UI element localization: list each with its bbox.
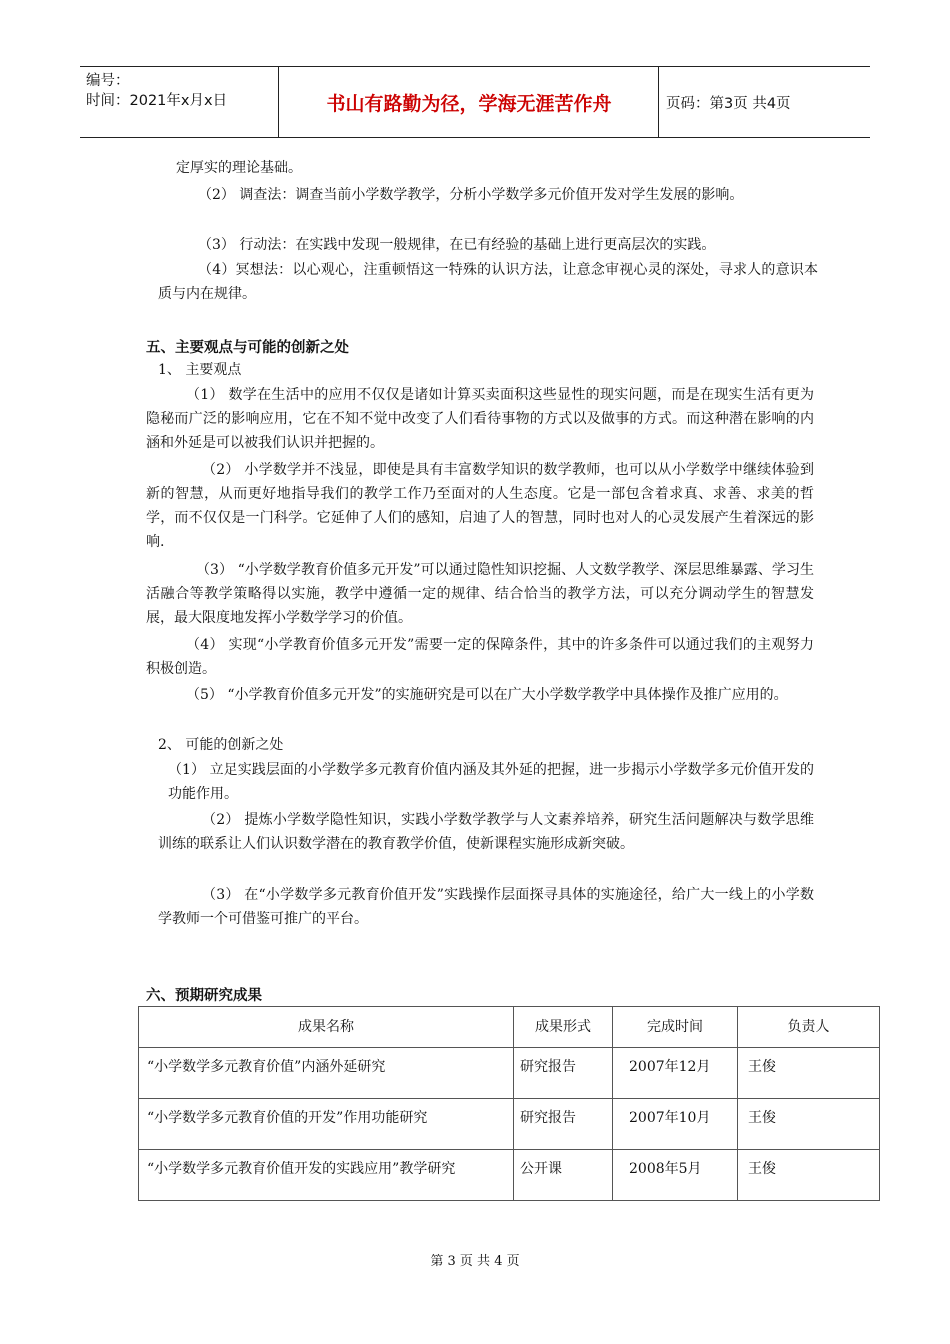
cell-owner: 王俊 bbox=[738, 1048, 880, 1099]
cell-date: 2007年10月 bbox=[613, 1099, 738, 1150]
method-survey: （2） 调查法：调查当前小学数学教学，分析小学数学多元价值开发对学生发展的影响。 bbox=[198, 187, 744, 203]
viewpoint-4: （4） 实现“小学教育价值多元开发”需要一定的保障条件，其中的许多条件可以通过我们的主观努力积极创造。 bbox=[146, 637, 814, 677]
method-meditation: （4）冥想法：以心观心，注重顿悟这一特殊的认识方法，让意念审视心灵的深处，寻求人的意识本质与内在规律。 bbox=[158, 262, 818, 302]
col-header-name: 成果名称 bbox=[139, 1007, 514, 1048]
cell-form: 研究报告 bbox=[514, 1048, 613, 1099]
table-row bbox=[139, 1048, 880, 1099]
cell-owner: 王俊 bbox=[738, 1099, 880, 1150]
serial-label: 编号： bbox=[86, 73, 130, 89]
innovation-1 bbox=[168, 758, 814, 806]
col-header-owner: 负责人 bbox=[738, 1007, 880, 1048]
cell-form: 公开课 bbox=[514, 1150, 613, 1201]
section-5-sub-1: 1、 主要观点 bbox=[158, 362, 242, 378]
col-header-date: 完成时间 bbox=[613, 1007, 738, 1048]
page-header bbox=[80, 66, 870, 138]
viewpoint-2: （2） 小学数学并不浅显，即使是具有丰富数学知识的数学教师，也可以从小学数学中继续体验到新的智慧，从而更好地指导我们的教学工作乃至面对的人生态度。它是一部包含着求真、求善、求美的哲学，而不仅仅是一门科学。它延伸了人们的感知，启迪了人的智慧，同时也对人的心灵发展产生着深远的影响. bbox=[146, 462, 814, 550]
cell-form: 研究报告 bbox=[514, 1099, 613, 1150]
header-motto: 书山有路勤为径，学海无涯苦作舟 bbox=[280, 67, 659, 137]
method-action-text: （3） 行动法：在实践中发现一般规律，在已有经验的基础上进行更高层次的实践。 bbox=[198, 237, 716, 253]
innovation-2: （2） 提炼小学数学隐性知识，实践小学数学教学与人文素养培养，研究生活问题解决与数学思维训练的联系让人们认识数学潜在的教育教学价值，使新课程实施形成新突破。 bbox=[158, 812, 814, 852]
table-header-row bbox=[139, 1007, 880, 1048]
cell-date: 2008年5月 bbox=[613, 1150, 738, 1201]
section-5-title: 五、主要观点与可能的创新之处 bbox=[146, 340, 349, 356]
viewpoint-5: （5） “小学教育价值多元开发”的实施研究是可以在广大小学数学教学中具体操作及推广应用的。 bbox=[186, 687, 788, 703]
innovation-1-text: （1） 立足实践层面的小学数学多元教育价值内涵及其外延的把握，进一步揭示小学数学多元价值开发的功能作用。 bbox=[168, 762, 814, 802]
header-page-label: 页码：第3页 共4页 bbox=[666, 95, 791, 112]
page-footer: 第 3 页 共 4 页 bbox=[430, 1254, 520, 1269]
header-meta bbox=[80, 67, 279, 137]
paragraph-continued: 定厚实的理论基础。 bbox=[176, 160, 302, 176]
cell-owner: 王俊 bbox=[738, 1150, 880, 1201]
cell-date: 2007年12月 bbox=[613, 1048, 738, 1099]
viewpoint-1: （1） 数学在生活中的应用不仅仅是诸如计算买卖面积这些显性的现实问题，而是在现实生活有更为隐秘而广泛的影响应用，它在不知不觉中改变了人们看待事物的方式以及做事的方式。而这种潜在影响的内涵和外延是可以被我们认识并把握的。 bbox=[146, 387, 814, 451]
results-table bbox=[138, 1006, 880, 1201]
cell-name: “小学数学多元教育价值的开发”作用功能研究 bbox=[139, 1099, 514, 1150]
section-5-sub-2: 2、 可能的创新之处 bbox=[158, 737, 284, 753]
section-6-title: 六、预期研究成果 bbox=[146, 988, 262, 1004]
viewpoint-3: （3） “小学数学教育价值多元开发”可以通过隐性知识挖掘、人文数学教学、深层思维暴露、学习生活融合等教学策略得以实施，教学中遵循一定的规律、结合恰当的教学方法，可以充分调动学生的智慧发展，最大限度地发挥小学数学学习的价值。 bbox=[146, 562, 814, 626]
cell-name: “小学数学多元教育价值开发的实践应用”教学研究 bbox=[139, 1150, 514, 1201]
col-header-form: 成果形式 bbox=[514, 1007, 613, 1048]
date-label: 时间：2021年x月x日 bbox=[86, 93, 228, 109]
table-row bbox=[139, 1150, 880, 1201]
table-row bbox=[139, 1099, 880, 1150]
cell-name: “小学数学多元教育价值”内涵外延研究 bbox=[139, 1048, 514, 1099]
innovation-3: （3） 在“小学数学多元教育价值开发”实践操作层面探寻具体的实施途径，给广大一线上的小学数学教师一个可借鉴可推广的平台。 bbox=[158, 887, 814, 927]
